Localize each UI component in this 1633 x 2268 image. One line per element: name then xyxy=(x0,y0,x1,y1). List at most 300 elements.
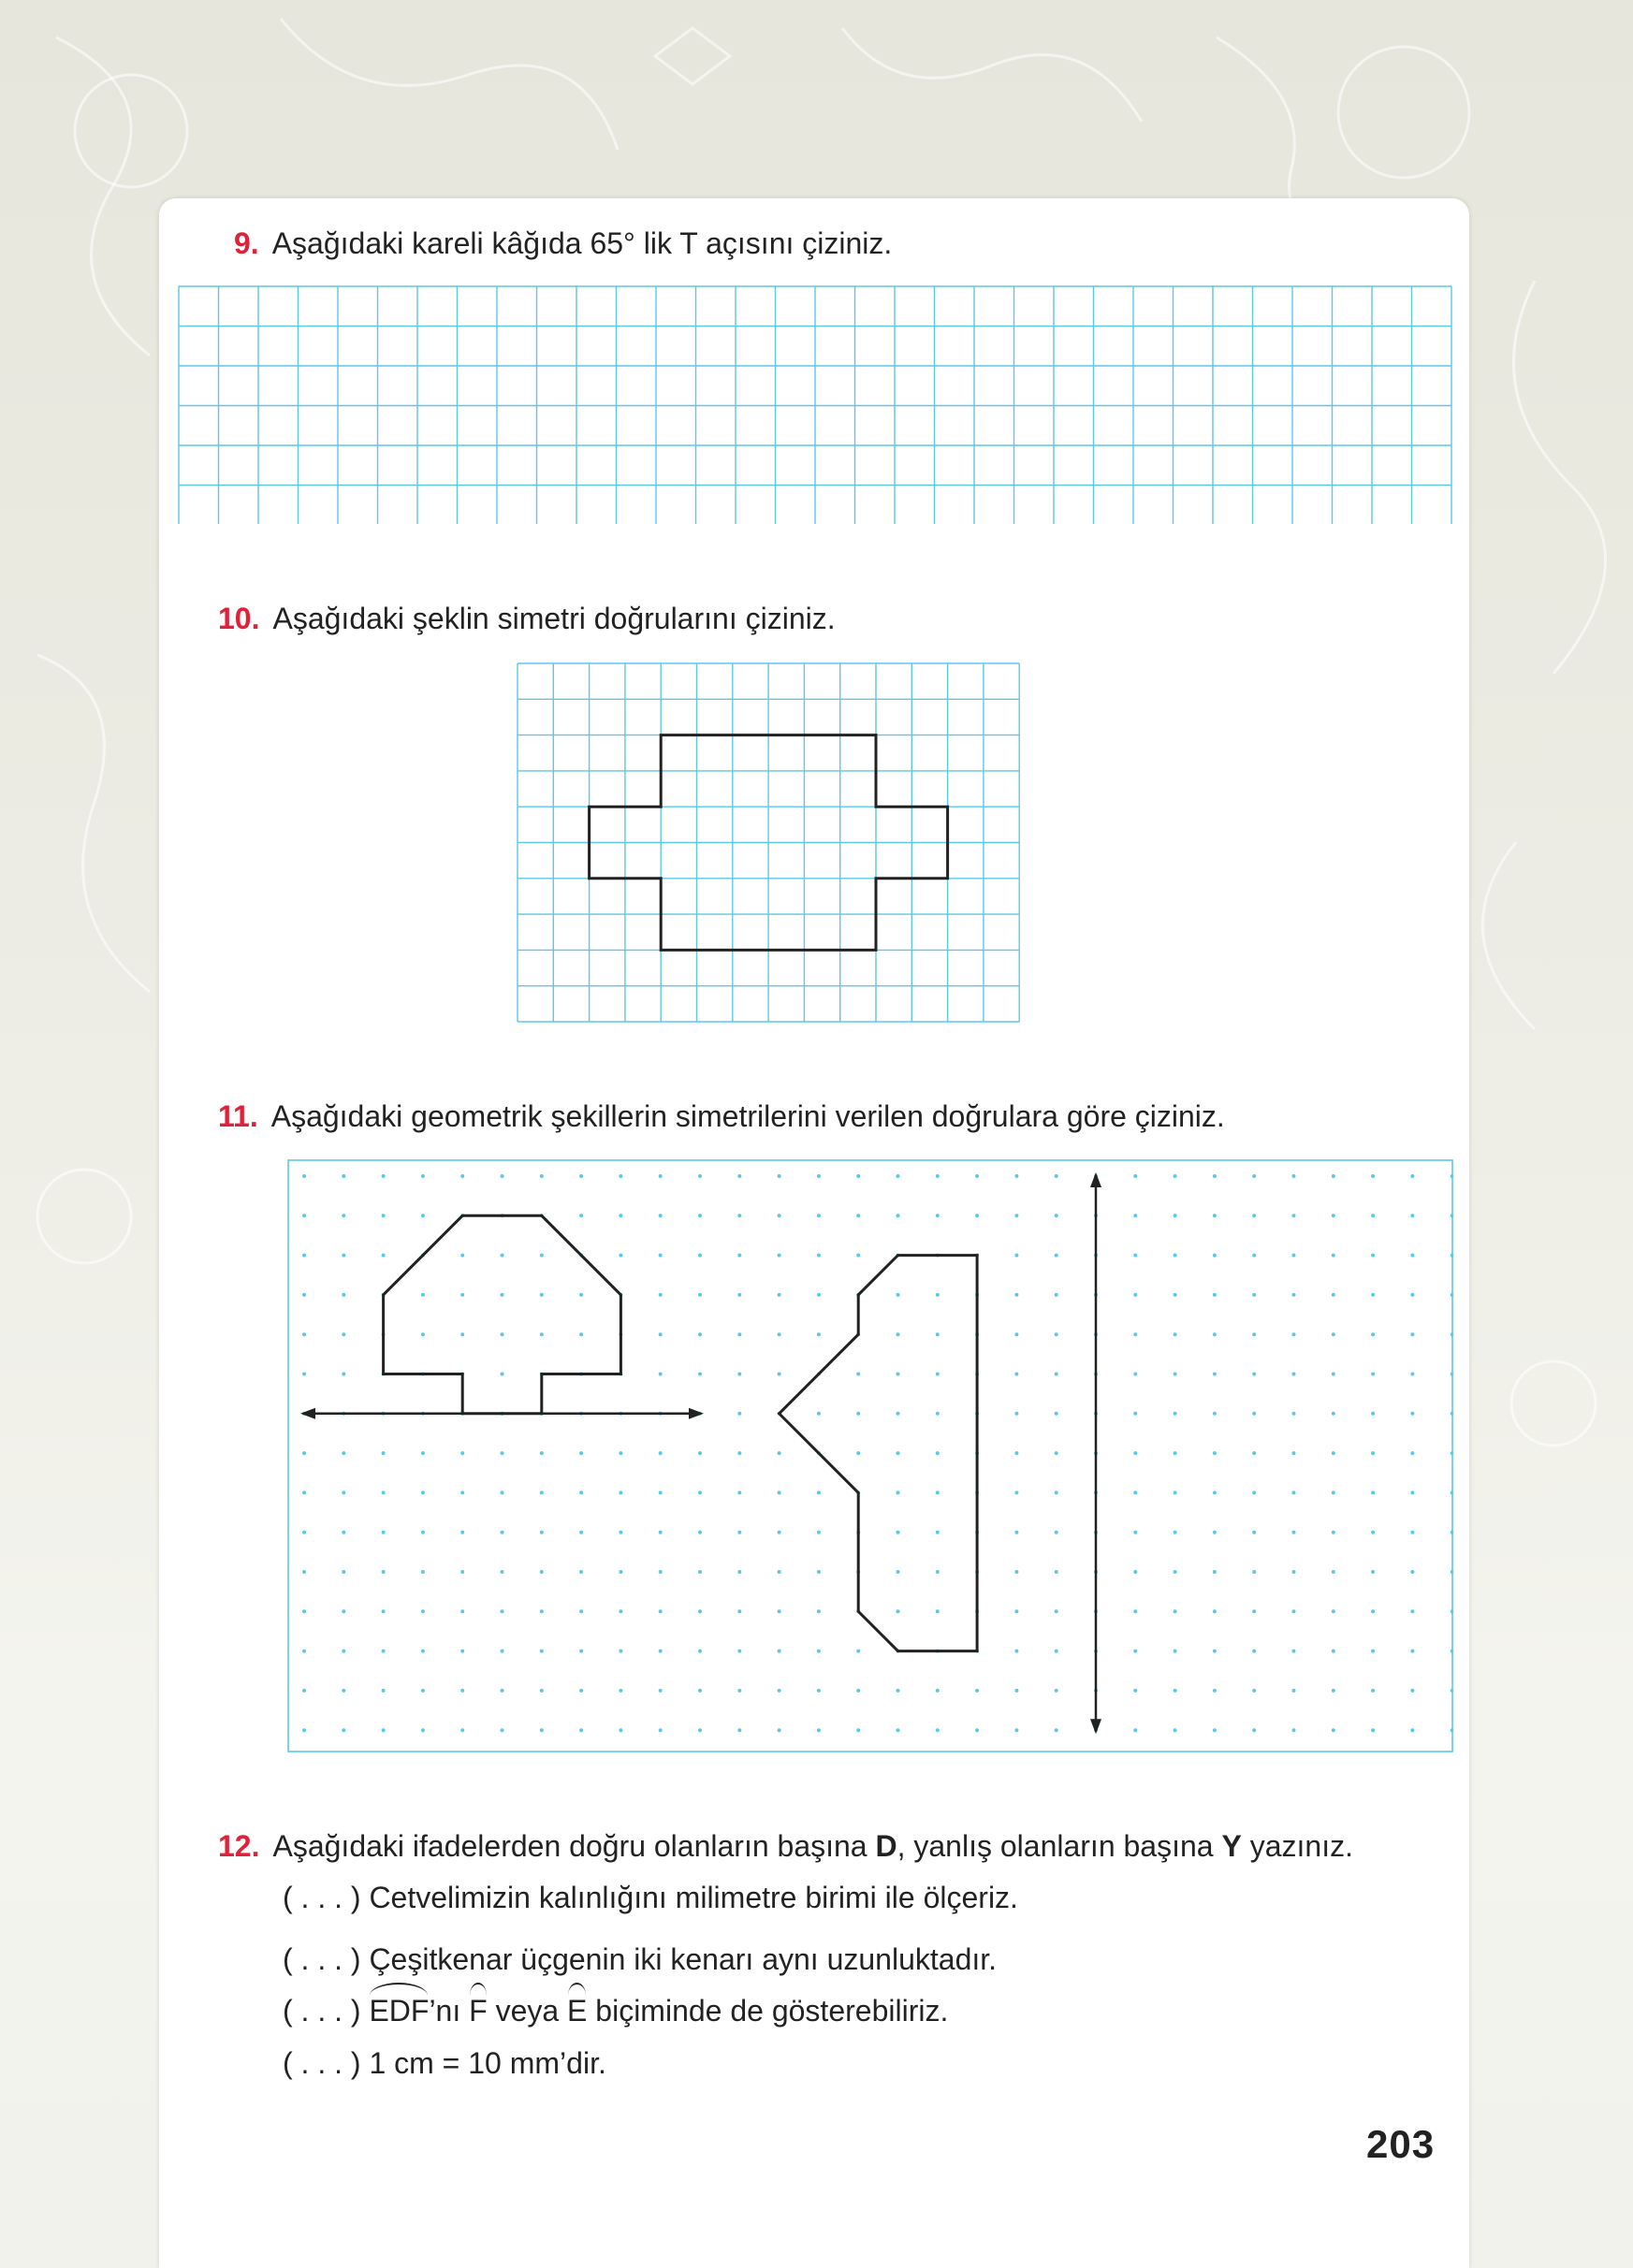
grid-dot xyxy=(659,1451,663,1455)
grid-dot xyxy=(1252,1689,1256,1693)
grid-dot xyxy=(897,1689,900,1693)
grid-dot xyxy=(1371,1373,1375,1376)
grid-dot xyxy=(421,1174,425,1178)
grid-dot xyxy=(382,1570,386,1574)
angle-f: F xyxy=(469,1994,488,2028)
grid-dot xyxy=(460,1650,464,1653)
grid-dot xyxy=(897,1293,900,1297)
grid-dot xyxy=(659,1609,663,1613)
grid-dot xyxy=(421,1451,425,1455)
grid-dot xyxy=(817,1531,821,1534)
grid-dot xyxy=(1252,1174,1256,1178)
grid-dot xyxy=(936,1728,940,1732)
grid-dot xyxy=(501,1332,504,1336)
grid-dot xyxy=(897,1412,900,1416)
grid-dot xyxy=(382,1609,386,1613)
grid-dot xyxy=(1055,1728,1058,1732)
grid-dot xyxy=(619,1214,622,1217)
grid-dot xyxy=(737,1332,741,1336)
grid-dot xyxy=(778,1451,781,1455)
grid-dot xyxy=(1371,1214,1375,1217)
grid-dot xyxy=(342,1373,345,1376)
grid-dot xyxy=(540,1689,544,1693)
grid-dot xyxy=(1292,1531,1296,1534)
grid-dot xyxy=(1371,1332,1375,1336)
grid-dot xyxy=(1055,1293,1058,1297)
grid-dot xyxy=(1213,1254,1217,1258)
grid-dot xyxy=(659,1689,663,1693)
grid-dot xyxy=(1055,1490,1058,1494)
grid-dot xyxy=(1292,1293,1296,1297)
grid-dot xyxy=(856,1412,860,1416)
grid-dot xyxy=(1292,1689,1296,1693)
square-grid-q10[interactable] xyxy=(517,662,1022,1023)
answer-letter-y: Y xyxy=(1221,1829,1242,1863)
grid-dot xyxy=(936,1451,940,1455)
grid-dot xyxy=(619,1689,622,1693)
grid-dot xyxy=(1174,1451,1177,1455)
grid-dot xyxy=(579,1531,583,1534)
statement-text-c: biçiminde de gösterebiliriz. xyxy=(587,1994,949,2028)
question-number: 11. xyxy=(218,1099,258,1133)
grid-dot xyxy=(302,1293,306,1297)
grid-dot xyxy=(342,1174,345,1178)
grid-dot xyxy=(619,1490,622,1494)
grid-dot xyxy=(302,1174,306,1178)
grid-dot xyxy=(579,1728,583,1732)
grid-dot xyxy=(302,1570,306,1574)
arrow-left-icon xyxy=(300,1408,315,1419)
grid-dot xyxy=(619,1531,622,1534)
grid-dot xyxy=(778,1570,781,1574)
grid-dot xyxy=(778,1728,781,1732)
grid-dot xyxy=(936,1332,940,1336)
grid-dot xyxy=(817,1609,821,1613)
grid-dot xyxy=(856,1650,860,1653)
grid-dot xyxy=(540,1332,544,1336)
grid-dot xyxy=(698,1293,702,1297)
grid-dot xyxy=(1014,1531,1018,1534)
grid-dot xyxy=(1174,1332,1177,1336)
grid-dot xyxy=(1332,1531,1335,1534)
question-9 xyxy=(234,226,892,261)
grid-dot xyxy=(1133,1531,1137,1534)
grid-dot xyxy=(698,1531,702,1534)
grid-dot xyxy=(1014,1570,1018,1574)
grid-dot xyxy=(1371,1254,1375,1258)
grid-dot xyxy=(1252,1332,1256,1336)
grid-dot xyxy=(1410,1174,1414,1178)
statement-text: Cetvelimizin kalınlığını milimetre birimi ile ölçeriz. xyxy=(369,1881,1018,1914)
grid-dot xyxy=(382,1174,386,1178)
answer-blank[interactable]: ( . . . ) xyxy=(283,1881,361,1914)
grid-dot xyxy=(501,1570,504,1574)
grid-dot xyxy=(302,1332,306,1336)
grid-dot xyxy=(817,1650,821,1653)
grid-dot xyxy=(1252,1650,1256,1653)
grid-dot xyxy=(737,1214,741,1217)
grid-dot xyxy=(1410,1728,1414,1732)
grid-dot xyxy=(897,1490,900,1494)
grid-dot xyxy=(1451,1373,1453,1376)
grid-dot xyxy=(817,1332,821,1336)
grid-dot xyxy=(1014,1728,1018,1732)
grid-dot xyxy=(302,1490,306,1494)
grid-dot xyxy=(1014,1650,1018,1653)
grid-dot xyxy=(1174,1254,1177,1258)
grid-dot xyxy=(382,1689,386,1693)
grid-dot xyxy=(1410,1293,1414,1297)
grid-dot xyxy=(1371,1650,1375,1653)
grid-dot xyxy=(1133,1214,1137,1217)
grid-dot xyxy=(421,1609,425,1613)
grid-dot xyxy=(1174,1728,1177,1732)
grid-dot xyxy=(659,1254,663,1258)
umbrella-shape xyxy=(384,1215,621,1414)
grid-dot xyxy=(1410,1254,1414,1258)
grid-dot xyxy=(1213,1609,1217,1613)
angle-e: E xyxy=(567,1994,588,2028)
grid-dot xyxy=(897,1728,900,1732)
grid-dot xyxy=(698,1609,702,1613)
grid-dot xyxy=(1252,1490,1256,1494)
grid-dot xyxy=(1371,1609,1375,1613)
statement-4 xyxy=(283,2046,606,2081)
grid-dot xyxy=(1014,1609,1018,1613)
grid-dot xyxy=(1133,1570,1137,1574)
grid-dot xyxy=(737,1728,741,1732)
grid-dot xyxy=(1055,1650,1058,1653)
grid-dot xyxy=(737,1609,741,1613)
grid-dot xyxy=(659,1373,663,1376)
grid-dot xyxy=(1133,1609,1137,1613)
grid-dot xyxy=(342,1689,345,1693)
grid-dot xyxy=(540,1570,544,1574)
question-text-b: , yanlış olanların başına xyxy=(897,1829,1222,1863)
grid-dot xyxy=(460,1174,464,1178)
grid-dot xyxy=(1213,1214,1217,1217)
grid-dot xyxy=(817,1728,821,1732)
grid-dot xyxy=(1133,1728,1137,1732)
grid-dot xyxy=(936,1174,940,1178)
grid-dot xyxy=(1332,1609,1335,1613)
grid-dot xyxy=(302,1609,306,1613)
grid-dot xyxy=(817,1689,821,1693)
grid-dot xyxy=(302,1728,306,1732)
grid-dot xyxy=(1213,1293,1217,1297)
grid-dot xyxy=(1213,1728,1217,1732)
grid-dot xyxy=(1451,1214,1453,1217)
grid-dot xyxy=(897,1570,900,1574)
grid-dot xyxy=(1410,1609,1414,1613)
statement-text: 1 cm = 10 mm’dir. xyxy=(369,2046,606,2080)
grid-dot xyxy=(1371,1531,1375,1534)
grid-dot xyxy=(1252,1531,1256,1534)
question-text-a: Aşağıdaki ifadelerden doğru olanların başına xyxy=(272,1829,876,1863)
grid-dot xyxy=(817,1412,821,1416)
grid-dot xyxy=(501,1451,504,1455)
grid-dot xyxy=(1055,1254,1058,1258)
grid-dot xyxy=(501,1174,504,1178)
grid-dot xyxy=(540,1490,544,1494)
grid-dot xyxy=(817,1490,821,1494)
grid-dot xyxy=(1410,1650,1414,1653)
grid-dot xyxy=(897,1609,900,1613)
grid-dot xyxy=(619,1254,622,1258)
grid-dot xyxy=(460,1609,464,1613)
grid-dot xyxy=(302,1373,306,1376)
grid-dot xyxy=(659,1531,663,1534)
grid-dot xyxy=(737,1531,741,1534)
grid-dot xyxy=(1252,1570,1256,1574)
grid-dot xyxy=(1055,1373,1058,1376)
question-text: Aşağıdaki kareli kâğıda 65° lik T açısını çiziniz. xyxy=(271,226,893,260)
grid-dot xyxy=(302,1214,306,1217)
question-text: Aşağıdaki geometrik şekillerin simetrilerini verilen doğrulara göre çiziniz. xyxy=(270,1099,1225,1133)
grid-dot xyxy=(936,1689,940,1693)
grid-dot xyxy=(460,1689,464,1693)
grid-dot xyxy=(579,1214,583,1217)
grid-dot xyxy=(1292,1254,1296,1258)
grid-dot xyxy=(698,1490,702,1494)
grid-dot xyxy=(817,1214,821,1217)
grid-dot xyxy=(501,1728,504,1732)
grid-dot xyxy=(737,1174,741,1178)
grid-dot xyxy=(1055,1174,1058,1178)
grid-dot xyxy=(1213,1174,1217,1178)
grid-dot xyxy=(1252,1214,1256,1217)
grid-dot xyxy=(817,1254,821,1258)
grid-dot xyxy=(1133,1373,1137,1376)
grid-dot xyxy=(737,1570,741,1574)
grid-dot xyxy=(579,1293,583,1297)
grid-dot xyxy=(1055,1609,1058,1613)
grid-dot xyxy=(1332,1451,1335,1455)
grid-dot xyxy=(1410,1451,1414,1455)
grid-dot xyxy=(579,1490,583,1494)
grid-dot xyxy=(1014,1689,1018,1693)
statement-text-a: ’nı xyxy=(429,1994,470,2028)
grid-dot xyxy=(1332,1689,1335,1693)
statement-2 xyxy=(283,1942,997,1977)
grid-dot xyxy=(778,1531,781,1534)
grid-dot xyxy=(1174,1650,1177,1653)
grid-dot xyxy=(382,1451,386,1455)
grid-dot xyxy=(936,1609,940,1613)
grid-dot xyxy=(342,1728,345,1732)
dot-grid-border xyxy=(288,1160,1452,1752)
grid-dot xyxy=(1410,1412,1414,1416)
grid-dot xyxy=(1371,1451,1375,1455)
grid-dot xyxy=(1451,1531,1453,1534)
question-text: Aşağıdaki şeklin simetri doğrularını çiziniz. xyxy=(272,602,836,635)
grid-dot xyxy=(737,1650,741,1653)
grid-dot xyxy=(856,1214,860,1217)
grid-dot xyxy=(897,1332,900,1336)
grid-dot xyxy=(1371,1293,1375,1297)
grid-dot xyxy=(778,1332,781,1336)
grid-dot xyxy=(302,1650,306,1653)
grid-dot xyxy=(421,1570,425,1574)
grid-dot xyxy=(1133,1490,1137,1494)
grid-dot xyxy=(1332,1728,1335,1732)
question-10 xyxy=(218,602,836,636)
grid-dot xyxy=(698,1214,702,1217)
grid-dot xyxy=(460,1451,464,1455)
grid-dot xyxy=(579,1689,583,1693)
grid-dot xyxy=(1332,1490,1335,1494)
grid-dot xyxy=(342,1531,345,1534)
grid-dot xyxy=(778,1650,781,1653)
grid-dot xyxy=(342,1570,345,1574)
grid-dot xyxy=(1451,1650,1453,1653)
grid-dot xyxy=(460,1254,464,1258)
grid-dot xyxy=(698,1254,702,1258)
grid-dot xyxy=(698,1373,702,1376)
grid-dot xyxy=(421,1650,425,1653)
grid-dot xyxy=(1332,1570,1335,1574)
grid-dot xyxy=(619,1570,622,1574)
grid-dot xyxy=(1451,1689,1453,1693)
grid-dot xyxy=(421,1531,425,1534)
grid-dot xyxy=(1174,1490,1177,1494)
grid-dot xyxy=(1174,1689,1177,1693)
answer-blank[interactable]: ( . . . ) xyxy=(283,1942,361,1976)
question-number: 9. xyxy=(234,226,259,260)
arrow-tab-shape xyxy=(780,1256,978,1651)
grid-dot xyxy=(975,1174,979,1178)
grid-dot xyxy=(1292,1174,1296,1178)
answer-letter-d: D xyxy=(875,1829,897,1863)
grid-dot xyxy=(1174,1373,1177,1376)
grid-dot xyxy=(659,1650,663,1653)
grid-dot xyxy=(1292,1650,1296,1653)
grid-dot xyxy=(302,1254,306,1258)
grid-dot xyxy=(659,1214,663,1217)
grid-dot xyxy=(540,1609,544,1613)
grid-dot xyxy=(579,1570,583,1574)
grid-dot xyxy=(540,1174,544,1178)
grid-dot xyxy=(817,1293,821,1297)
angle-edf: EDF xyxy=(369,1994,430,2028)
grid-dot xyxy=(659,1332,663,1336)
grid-dot xyxy=(1213,1451,1217,1455)
grid-dot xyxy=(1451,1570,1453,1574)
grid-dot xyxy=(1014,1490,1018,1494)
grid-dot xyxy=(936,1570,940,1574)
grid-dot xyxy=(1055,1332,1058,1336)
grid-dot xyxy=(817,1174,821,1178)
arrow-up-icon xyxy=(1090,1172,1101,1187)
grid-dot xyxy=(1451,1332,1453,1336)
grid-dot xyxy=(579,1332,583,1336)
grid-dot xyxy=(1014,1451,1018,1455)
grid-dot xyxy=(1371,1728,1375,1732)
grid-dot xyxy=(737,1254,741,1258)
grid-dot xyxy=(421,1214,425,1217)
grid-dot xyxy=(1133,1650,1137,1653)
grid-dot xyxy=(778,1254,781,1258)
dot-grid-q11[interactable] xyxy=(287,1159,1453,1752)
statement-3 xyxy=(283,1994,948,2028)
answer-blank[interactable]: ( . . . ) xyxy=(283,1994,361,2028)
grid-dot xyxy=(1213,1490,1217,1494)
statement-text: Çeşitkenar üçgenin iki kenarı aynı uzunluktadır. xyxy=(369,1942,998,1976)
grid-dot xyxy=(460,1293,464,1297)
grid-dot xyxy=(856,1254,860,1258)
grid-dot xyxy=(501,1689,504,1693)
grid-dot xyxy=(1292,1451,1296,1455)
grid-dot xyxy=(737,1412,741,1416)
grid-dot xyxy=(659,1570,663,1574)
grid-dot xyxy=(382,1490,386,1494)
grid-dot xyxy=(460,1570,464,1574)
grid-dot xyxy=(1332,1214,1335,1217)
grid-dot xyxy=(1410,1531,1414,1534)
answer-blank[interactable]: ( . . . ) xyxy=(283,2046,361,2080)
grid-dot xyxy=(1451,1451,1453,1455)
grid-dot xyxy=(1292,1373,1296,1376)
grid-dot xyxy=(737,1451,741,1455)
grid-dot xyxy=(1055,1451,1058,1455)
grid-dot xyxy=(501,1254,504,1258)
grid-dot xyxy=(1213,1412,1217,1416)
grid-dot xyxy=(1332,1293,1335,1297)
grid-dot xyxy=(659,1174,663,1178)
grid-dot xyxy=(1410,1373,1414,1376)
grid-dot xyxy=(501,1650,504,1653)
grid-dot xyxy=(540,1293,544,1297)
grid-dot xyxy=(1174,1609,1177,1613)
statement-text-b: veya xyxy=(487,1994,568,2028)
grid-dot xyxy=(579,1609,583,1613)
grid-dot xyxy=(579,1174,583,1178)
grid-dot xyxy=(460,1531,464,1534)
grid-dot xyxy=(1371,1412,1375,1416)
grid-dot xyxy=(778,1490,781,1494)
grid-dot xyxy=(936,1373,940,1376)
grid-dot xyxy=(501,1531,504,1534)
grid-dot xyxy=(1174,1293,1177,1297)
grid-dot xyxy=(1451,1293,1453,1297)
grid-dot xyxy=(1371,1570,1375,1574)
grid-dot xyxy=(619,1728,622,1732)
grid-dot xyxy=(382,1650,386,1653)
grid-dot xyxy=(1252,1728,1256,1732)
grid-dot xyxy=(1252,1373,1256,1376)
grid-dot xyxy=(460,1332,464,1336)
grid-dot xyxy=(975,1728,979,1732)
grid-dot xyxy=(698,1570,702,1574)
grid-dot xyxy=(1213,1689,1217,1693)
grid-dot xyxy=(936,1531,940,1534)
grid-dot xyxy=(1371,1689,1375,1693)
grid-dot xyxy=(540,1728,544,1732)
grid-dot xyxy=(342,1332,345,1336)
grid-dot xyxy=(382,1214,386,1217)
grid-dot xyxy=(1292,1728,1296,1732)
square-grid-q9[interactable] xyxy=(178,285,1455,524)
grid-dot xyxy=(302,1689,306,1693)
grid-dot xyxy=(1332,1373,1335,1376)
grid-dot xyxy=(778,1214,781,1217)
grid-dot xyxy=(975,1689,979,1693)
question-text-c: yazınız. xyxy=(1241,1829,1353,1863)
grid-dot xyxy=(382,1254,386,1258)
grid-dot xyxy=(1133,1254,1137,1258)
grid-dot xyxy=(342,1451,345,1455)
grid-dot xyxy=(897,1214,900,1217)
